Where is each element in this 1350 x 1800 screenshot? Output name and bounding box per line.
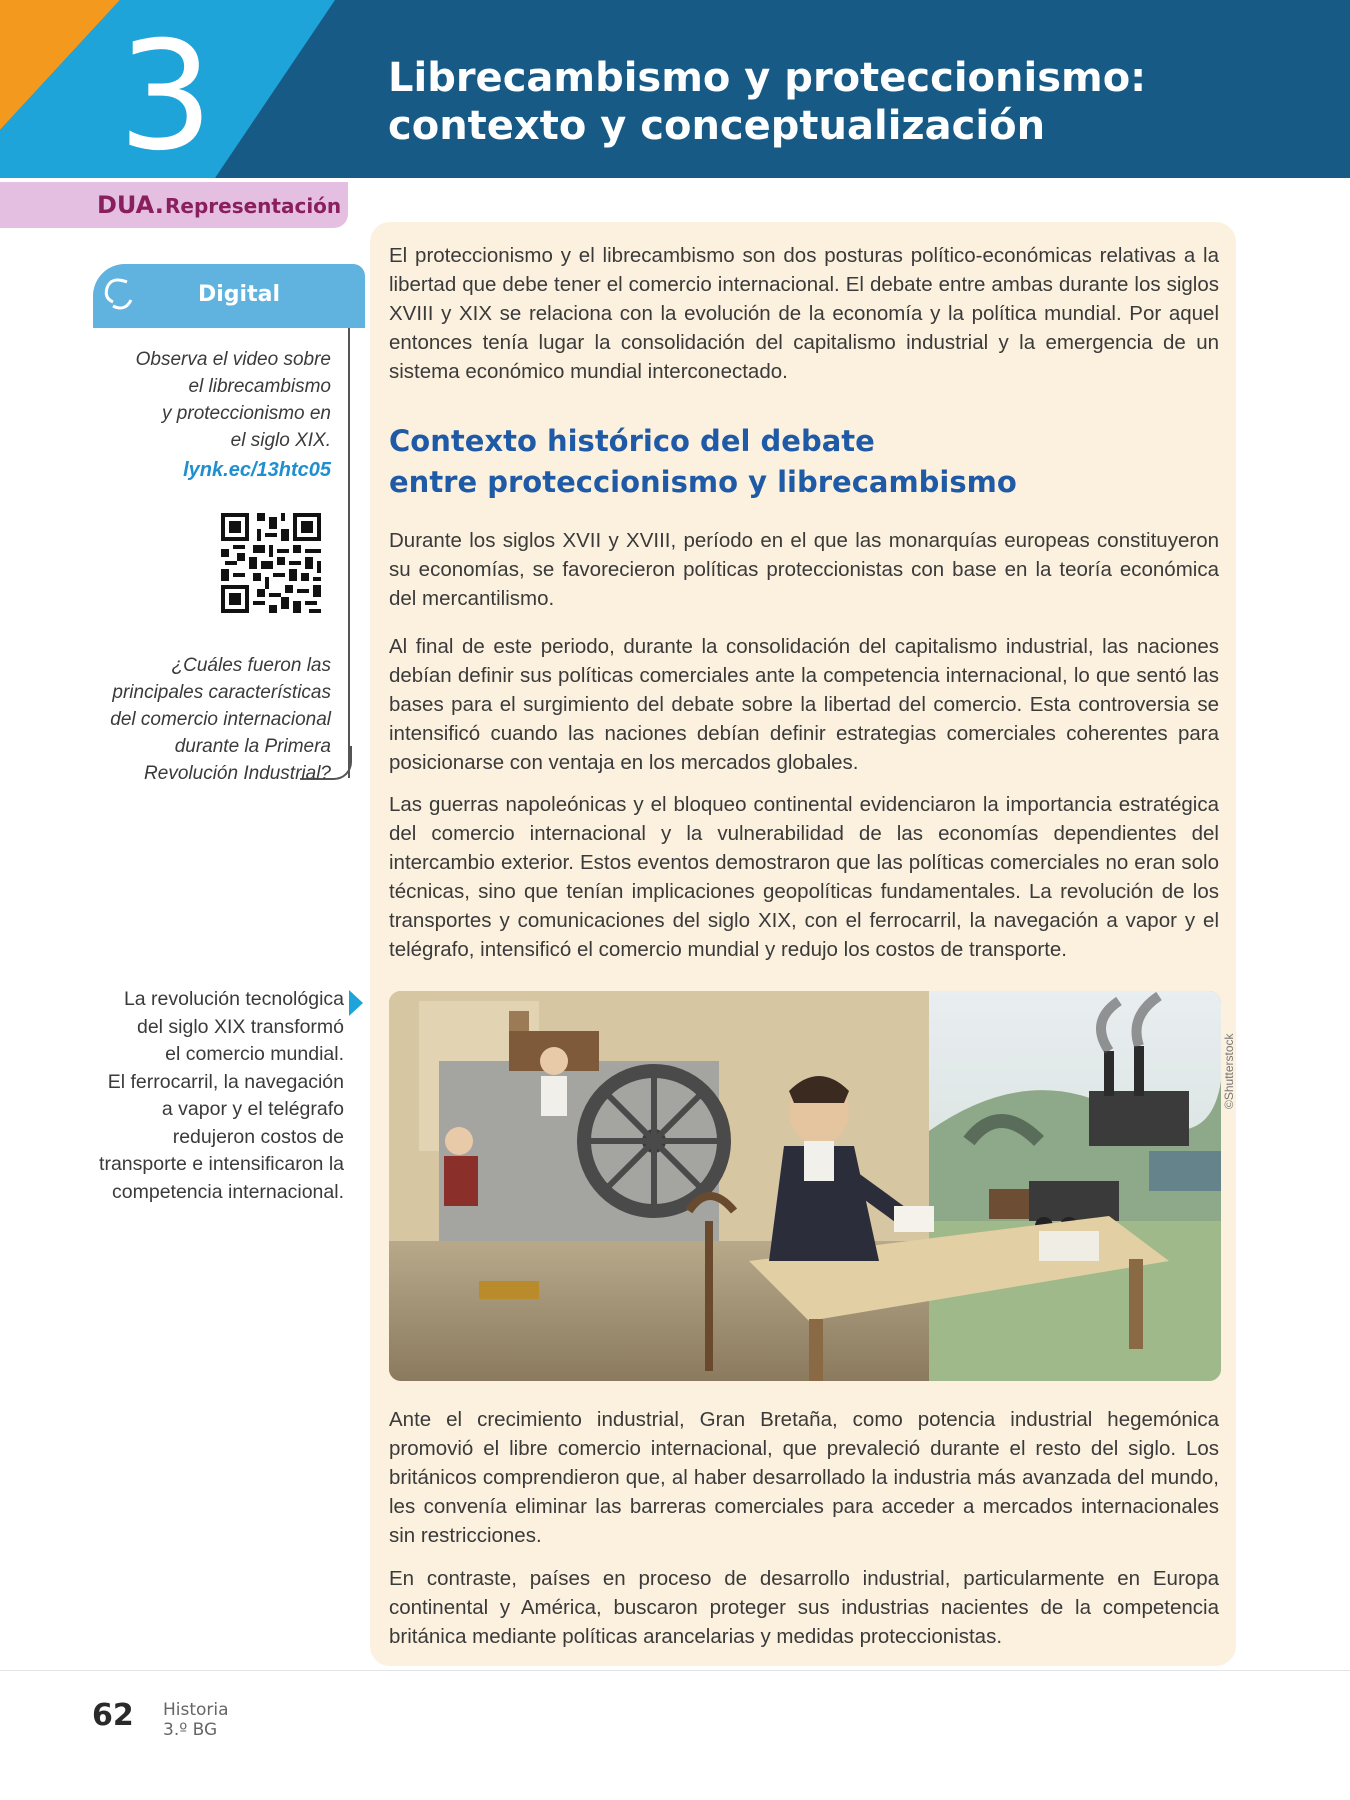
caption-line: transporte e intensificaron la xyxy=(99,1153,344,1175)
page-title-line-2: contexto y conceptualización xyxy=(388,103,1046,149)
paragraph-mercantilismo: Durante los siglos XVII y XVIII, período en el que las monarquías europeas constituyeron su economías, se favorecieron políticas proteccionistas con base en la teoría económica del mercantilismo. xyxy=(389,529,1219,610)
footer-divider xyxy=(0,1670,1350,1671)
industrial-revolution-illustration xyxy=(389,991,1221,1381)
digital-label: Digital xyxy=(198,282,280,307)
section-heading-line-1: Contexto histórico del debate xyxy=(389,424,875,458)
digital-resource-tab xyxy=(93,264,365,328)
paragraph-guerras-napoleonicas: Las guerras napoleónicas y el bloqueo continental evidenciaron la importancia estratégica del comercio internacional y la vulnerabilidad de las economías dependientes del intercambio exterior. Estos eventos demostraron que las políticas comerciales no eran solo técnicas, sino que tenían implicaciones geopolíticas fundamentales. La revolución de los transportes y comunicaciones del siglo XIX, con el ferrocarril, la navegación a vapor y el telégrafo, intensificó el comercio mundial y redujo los costos de transporte. xyxy=(389,793,1219,961)
subject-label xyxy=(163,1700,229,1740)
sidebar-frame-line xyxy=(348,328,350,778)
question-line: durante la Primera xyxy=(174,736,331,757)
dua-key: DUA. xyxy=(97,191,164,219)
unit-number: 3 xyxy=(118,10,214,178)
intro-paragraph: El proteccionismo y el librecambismo son dos posturas político-económicas relativas a la libertad que debe tener el comercio internacional. El debate entre ambas durante los siglos XVIII y XIX se relaciona con la evolución de la economía y la política mundial. Por aquel entonces tenía lugar la consolidación del capitalismo industrial y la emergencia de un sistema económico mundial interconectado. xyxy=(389,244,1219,383)
caption-line: redujeron costos de xyxy=(172,1125,344,1148)
image-credit xyxy=(1222,991,1240,1111)
paragraph-contraste: En contraste, países en proceso de desarrollo industrial, particularmente en Europa continental y América, buscaron proteger sus industrias nacientes de la competencia británica mediante políticas arancelarias y medidas proteccionistas. xyxy=(389,1567,1219,1648)
illustration-svg xyxy=(389,991,1221,1381)
question-line: del comercio internacional xyxy=(110,709,331,730)
page-number: 62 xyxy=(92,1698,134,1733)
caption-line: El ferrocarril, la navegación xyxy=(107,1070,344,1093)
link-icon xyxy=(101,276,135,312)
section-heading-line-2: entre proteccionismo y librecambismo xyxy=(389,465,1017,499)
question-line: Revolución Industrial? xyxy=(144,763,331,784)
caption-line: competencia internacional. xyxy=(112,1180,344,1203)
video-prompt-line: y proteccionismo en xyxy=(162,403,331,424)
image-caption xyxy=(44,986,344,1206)
reflection-question xyxy=(51,652,331,787)
subject-name: Historia xyxy=(163,1700,229,1720)
caption-line: del siglo XIX transformó xyxy=(136,1015,344,1038)
page-title xyxy=(388,54,1328,150)
qr-code-icon[interactable] xyxy=(221,513,321,613)
caption-line: el comercio mundial. xyxy=(165,1043,344,1065)
video-prompt xyxy=(71,346,331,454)
paragraph-capitalismo: Al final de este periodo, durante la consolidación del capitalismo industrial, las naciones debían definir sus políticas comerciales ante la competencia internacional, lo que sentó las bases para el surgimiento del debate sobre la libertad del comercio. Esta controversia se intensificó cuando las naciones debían definir estrategias comerciales coherentes para posicionarse con ventaja en los mercados globales. xyxy=(389,635,1219,774)
section-heading xyxy=(389,421,1219,503)
question-line: ¿Cuáles fueron las xyxy=(171,655,331,676)
question-line: principales características xyxy=(112,682,331,703)
video-link[interactable]: lynk.ec/13htc05 xyxy=(183,459,331,481)
page-header xyxy=(0,0,1350,178)
caption-arrow-icon xyxy=(349,990,363,1016)
dua-badge xyxy=(0,182,348,228)
video-prompt-line: el librecambismo xyxy=(188,376,331,397)
dua-value: Representación xyxy=(165,194,342,218)
grade-label: 3.º BG xyxy=(163,1720,218,1740)
video-prompt-line: el siglo XIX. xyxy=(230,430,331,451)
video-prompt-line: Observa el video sobre xyxy=(135,349,331,370)
paragraph-gran-bretana: Ante el crecimiento industrial, Gran Bretaña, como potencia industrial hegemónica promovió el libre comercio internacional, que prevaleció durante el resto del siglo. Los británicos comprendieron que, al haber desarrollado la industria más avanzada del mundo, les convenía eliminar las barreras comerciales para acceder a mercados internacionales sin restricciones. xyxy=(389,1408,1219,1547)
page-title-line-1: Librecambismo y proteccionismo: xyxy=(388,55,1147,101)
caption-line: a vapor y el telégrafo xyxy=(161,1098,344,1120)
image-credit-text: ©Shutterstock xyxy=(1222,1033,1236,1109)
caption-line: La revolución tecnológica xyxy=(123,988,344,1010)
